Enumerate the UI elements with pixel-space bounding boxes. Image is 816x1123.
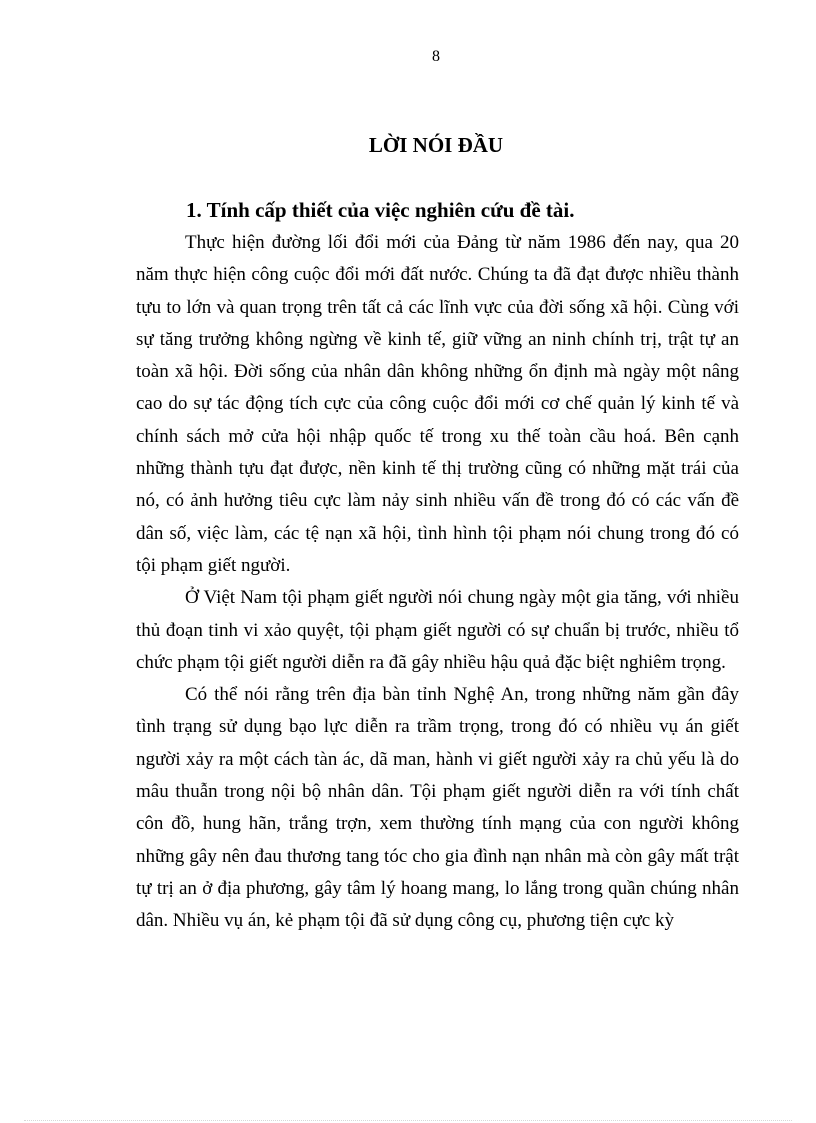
page-footer-rule [24,1120,792,1121]
section-heading: 1. Tính cấp thiết của việc nghiên cứu đề tài. [186,198,575,222]
page-title: LỜI NÓI ĐẦU [368,133,504,157]
body-text [136,227,739,938]
paragraph-1: Thực hiện đường lối đổi mới của Đảng từ năm 1986 đến nay, qua 20 năm thực hiện công cuộc đổi mới đất nước. Chúng ta đã đạt được nhiều thành tựu to lớn và quan trọng trên tất cả các lĩnh vực của đời sống xã hội. Cùng với sự tăng trưởng không ngừng về kinh tế, giữ vững an ninh chính trị, trật tự an toàn xã hội. Đời sống của nhân dân không những ổn định mà ngày một nâng cao do sự tác động tích cực của công cuộc đổi mới cơ chế quản lý kinh tế và chính sách mở cửa hội nhập quốc tế trong xu thế toàn cầu hoá. Bên cạnh những thành tựu đạt được, nền kinh tế thị trường cũng có những mặt trái của nó, có ảnh hưởng tiêu cực làm nảy sinh nhiều vấn đề trong đó có các vấn đề dân số, việc làm, các tệ nạn xã hội, tình hình tội phạm nói chung trong đó có tội phạm giết người. [136,232,739,576]
paragraph-2: Ở Việt Nam tội phạm giết người nói chung ngày một gia tăng, với nhiều thủ đoạn tinh vi xảo quyệt, tội phạm giết người có sự chuẩn bị trước, nhiều tổ chức phạm tội giết người diễn ra đã gây nhiều hậu quả đặc biệt nghiêm trọng. [136,587,739,673]
page-number: 8 [432,48,440,65]
paragraph-3: Có thể nói rằng trên địa bàn tỉnh Nghệ An, trong những năm gần đây tình trạng sử dụng bạo lực diễn ra trầm trọng, trong đó có nhiều vụ án giết người xảy ra một cách tàn ác, dã man, hành vi giết người xảy ra chủ yếu là do mâu thuẫn trong nội bộ nhân dân. Tội phạm giết người diễn ra với tính chất côn đồ, hung hãn, trắng trợn, xem thường tính mạng của con người không những gây nên đau thương tang tóc cho gia đình nạn nhân mà còn gây mất trật tự trị an ở địa phương, gây tâm lý hoang mang, lo lắng trong quần chúng nhân dân. Nhiều vụ án, kẻ phạm tội đã sử dụng công cụ, phương tiện cực kỳ [136,684,739,932]
